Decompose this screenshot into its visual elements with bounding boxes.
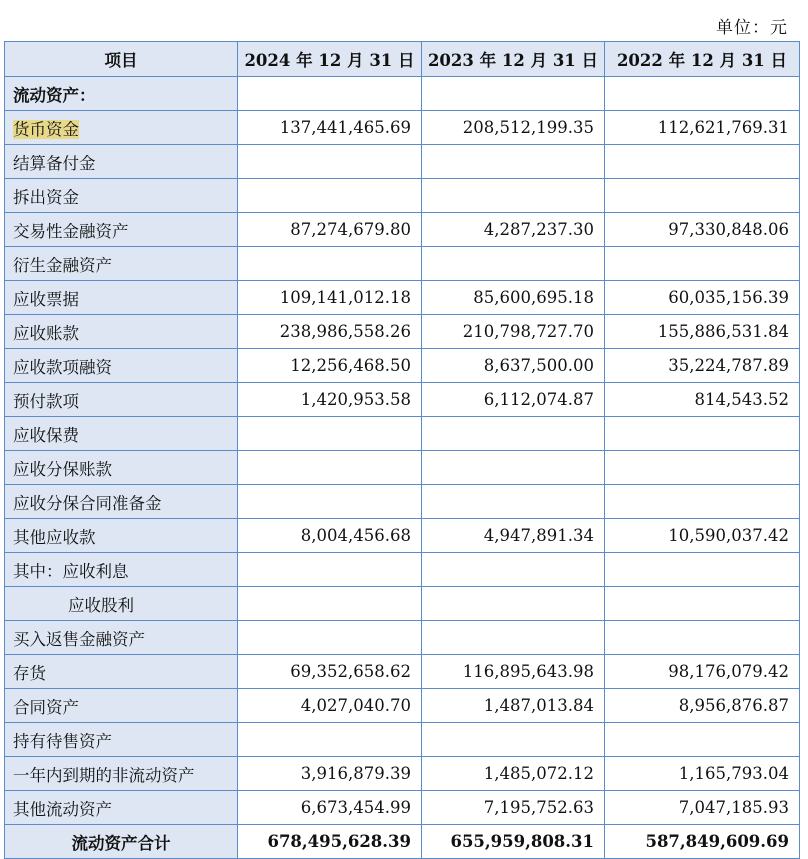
row-label: 应收分保合同准备金 [5, 485, 238, 519]
row-label: 其中：应收利息 [5, 553, 238, 587]
value-2022: 8,956,876.87 [605, 689, 800, 723]
total-2024: 678,495,628.39 [238, 825, 422, 859]
table-row [5, 655, 800, 689]
value-2022 [605, 145, 800, 179]
table-row [5, 179, 800, 213]
table-row [5, 587, 800, 621]
row-label: 应收票据 [5, 281, 238, 315]
value-2023 [422, 587, 605, 621]
value-2024 [238, 485, 422, 519]
header-2023: 2023 年 12 月 31 日 [422, 42, 605, 77]
header-2022: 2022 年 12 月 31 日 [605, 42, 800, 77]
row-label: 存货 [5, 655, 238, 689]
total-2022: 587,849,609.69 [605, 825, 800, 859]
table-row [5, 383, 800, 417]
table-row [5, 145, 800, 179]
value-2022 [605, 247, 800, 281]
table-row [5, 77, 800, 111]
total-row [5, 825, 800, 859]
value-2022: 97,330,848.06 [605, 213, 800, 247]
value-2022 [605, 587, 800, 621]
row-label: 流动资产： [5, 77, 238, 111]
value-2022 [605, 723, 800, 757]
table-row [5, 757, 800, 791]
row-label-indented: 应收股利 [5, 587, 238, 621]
value-2023: 8,637,500.00 [422, 349, 605, 383]
value-2024: 3,916,879.39 [238, 757, 422, 791]
table-row [5, 213, 800, 247]
value-2024: 137,441,465.69 [238, 111, 422, 145]
value-2022 [605, 553, 800, 587]
value-2023 [422, 417, 605, 451]
value-2022: 814,543.52 [605, 383, 800, 417]
table-row [5, 621, 800, 655]
value-2023 [422, 621, 605, 655]
value-2022: 155,886,531.84 [605, 315, 800, 349]
row-label: 合同资产 [5, 689, 238, 723]
value-2023: 208,512,199.35 [422, 111, 605, 145]
value-2023 [422, 553, 605, 587]
table-row [5, 485, 800, 519]
header-item: 项目 [5, 42, 238, 77]
total-2023: 655,959,808.31 [422, 825, 605, 859]
value-2023: 7,195,752.63 [422, 791, 605, 825]
value-2024 [238, 77, 422, 111]
row-label: 应收款项融资 [5, 349, 238, 383]
value-2023: 116,895,643.98 [422, 655, 605, 689]
table-row [5, 417, 800, 451]
value-2024 [238, 145, 422, 179]
row-label: 一年内到期的非流动资产 [5, 757, 238, 791]
value-2024: 109,141,012.18 [238, 281, 422, 315]
value-2024 [238, 247, 422, 281]
value-2023: 85,600,695.18 [422, 281, 605, 315]
value-2022: 10,590,037.42 [605, 519, 800, 553]
row-label: 预付款项 [5, 383, 238, 417]
value-2023 [422, 723, 605, 757]
value-2024 [238, 179, 422, 213]
value-2024: 8,004,456.68 [238, 519, 422, 553]
value-2023 [422, 145, 605, 179]
value-2024: 4,027,040.70 [238, 689, 422, 723]
value-2022 [605, 179, 800, 213]
value-2024: 87,274,679.80 [238, 213, 422, 247]
row-label-highlighted: 货币资金 [13, 119, 79, 139]
row-label: 持有待售资产 [5, 723, 238, 757]
table-row [5, 723, 800, 757]
unit-label: 单位：元 [716, 18, 788, 38]
row-label: 应收分保账款 [5, 451, 238, 485]
table-row [5, 791, 800, 825]
row-label: 其他流动资产 [5, 791, 238, 825]
value-2023: 1,487,013.84 [422, 689, 605, 723]
value-2024: 238,986,558.26 [238, 315, 422, 349]
value-2024 [238, 587, 422, 621]
value-2022: 112,621,769.31 [605, 111, 800, 145]
row-label: 应收账款 [5, 315, 238, 349]
value-2022: 7,047,185.93 [605, 791, 800, 825]
table-row [5, 349, 800, 383]
value-2023 [422, 485, 605, 519]
value-2022: 1,165,793.04 [605, 757, 800, 791]
value-2022: 35,224,787.89 [605, 349, 800, 383]
value-2022: 98,176,079.42 [605, 655, 800, 689]
row-label: 应收保费 [5, 417, 238, 451]
value-2023: 6,112,074.87 [422, 383, 605, 417]
value-2024 [238, 417, 422, 451]
value-2022 [605, 77, 800, 111]
value-2024: 69,352,658.62 [238, 655, 422, 689]
header-row [5, 42, 800, 77]
value-2022 [605, 621, 800, 655]
value-2022 [605, 451, 800, 485]
value-2023: 210,798,727.70 [422, 315, 605, 349]
header-2024: 2024 年 12 月 31 日 [238, 42, 422, 77]
value-2023: 4,947,891.34 [422, 519, 605, 553]
row-label: 交易性金融资产 [5, 213, 238, 247]
table-row [5, 315, 800, 349]
value-2022 [605, 417, 800, 451]
value-2023 [422, 451, 605, 485]
balance-sheet-table [4, 41, 800, 859]
value-2023 [422, 77, 605, 111]
value-2023: 4,287,237.30 [422, 213, 605, 247]
row-label: 其他应收款 [5, 519, 238, 553]
value-2022 [605, 485, 800, 519]
row-label: 买入返售金融资产 [5, 621, 238, 655]
table-row [5, 111, 800, 145]
table-row [5, 247, 800, 281]
value-2023 [422, 247, 605, 281]
value-2023: 1,485,072.12 [422, 757, 605, 791]
table-row [5, 553, 800, 587]
value-2024: 1,420,953.58 [238, 383, 422, 417]
value-2024 [238, 553, 422, 587]
table-row [5, 281, 800, 315]
table-row [5, 689, 800, 723]
value-2024: 12,256,468.50 [238, 349, 422, 383]
total-label: 流动资产合计 [5, 825, 238, 859]
table-row [5, 451, 800, 485]
table-row [5, 519, 800, 553]
row-label: 衍生金融资产 [5, 247, 238, 281]
value-2024 [238, 451, 422, 485]
row-label: 结算备付金 [5, 145, 238, 179]
value-2024: 6,673,454.99 [238, 791, 422, 825]
row-label: 拆出资金 [5, 179, 238, 213]
value-2023 [422, 179, 605, 213]
value-2022: 60,035,156.39 [605, 281, 800, 315]
value-2024 [238, 723, 422, 757]
value-2024 [238, 621, 422, 655]
